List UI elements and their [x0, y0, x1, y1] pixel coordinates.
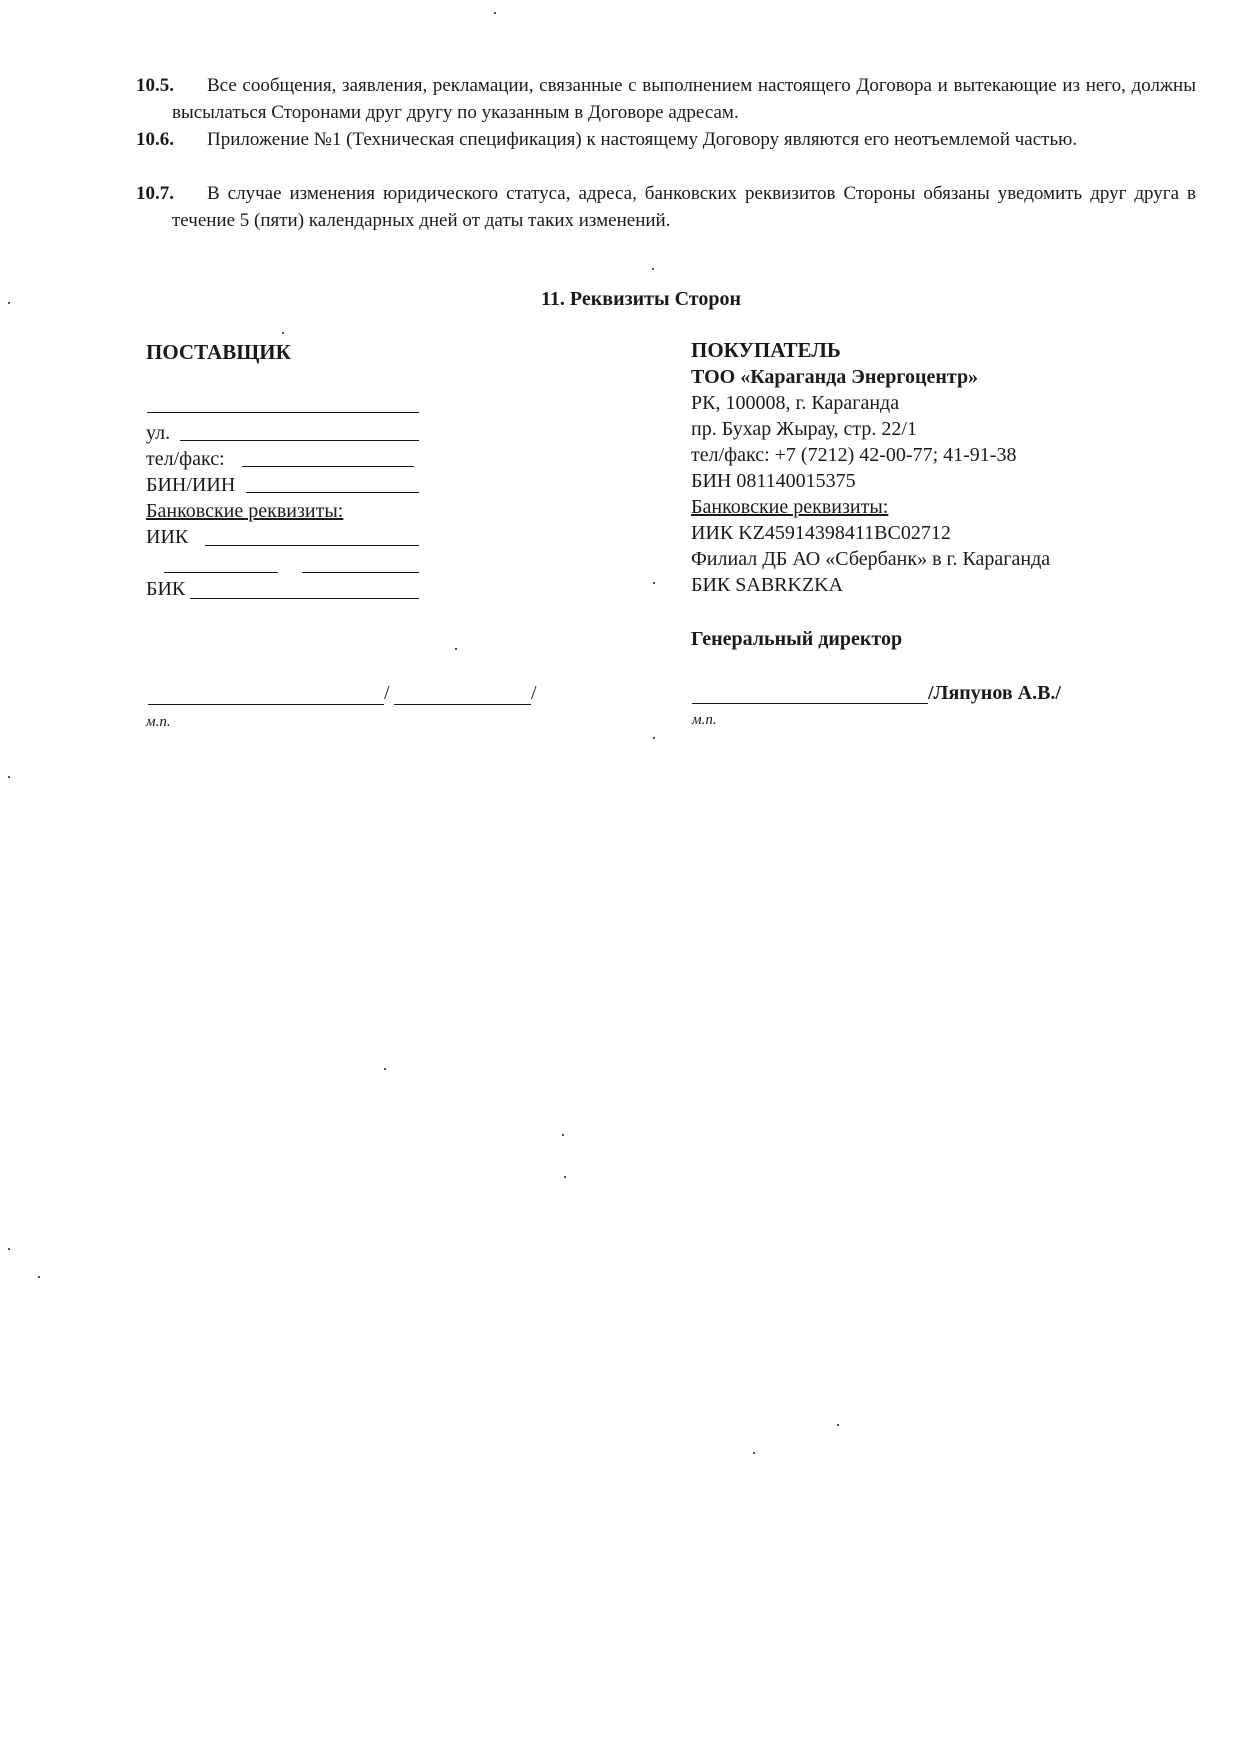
supplier-iik-label: ИИК: [146, 526, 189, 548]
clause-10-7: [136, 180, 1196, 234]
supplier-stamp-mark: м.п.: [146, 714, 171, 730]
clause-number: 10.5.: [136, 75, 174, 96]
buyer-heading: ПОКУПАТЕЛЬ: [691, 338, 841, 362]
buyer-company: ТОО «Караганда Энергоцентр»: [691, 366, 979, 388]
supplier-extra-line-2: [302, 572, 419, 573]
supplier-heading: ПОСТАВЩИК: [146, 340, 291, 364]
clause-number: 10.7.: [136, 183, 174, 204]
scan-speck: [455, 648, 457, 650]
signature-separator: /: [531, 682, 537, 704]
scan-speck: [384, 1068, 386, 1070]
buyer-phone: тел/факс: +7 (7212) 42-00-77; 41-91-38: [691, 444, 1017, 466]
buyer-position: Генеральный директор: [691, 628, 903, 650]
supplier-phone-label: тел/факс:: [146, 448, 225, 470]
supplier-iik-line: [205, 545, 419, 546]
buyer-address-line-2: пр. Бухар Жырау, стр. 22/1: [691, 418, 917, 440]
supplier-name-signature-line: [394, 704, 531, 705]
supplier-street-label: ул.: [146, 422, 171, 444]
section-title: 11. Реквизиты Сторон: [541, 288, 741, 310]
supplier-bin-label: БИН/ИИН: [146, 474, 236, 496]
clause-text: В случае изменения юридического статуса, адреса, банковских реквизитов Стороны обязаны уведомить друг друга в течение 5 (пяти) календарных дней от даты таких изменений.: [172, 183, 1196, 231]
scan-speck: [282, 332, 284, 334]
scan-speck: [564, 1176, 566, 1178]
supplier-bin-line: [246, 492, 419, 493]
buyer-signatory: /Ляпунов А.В./: [928, 682, 1061, 704]
supplier-extra-line-1: [164, 572, 278, 573]
buyer-address-line-1: РК, 100008, г. Караганда: [691, 392, 900, 414]
supplier-name-line: [147, 412, 419, 413]
supplier-bik-label: БИК: [146, 578, 186, 600]
buyer-iik: ИИК KZ45914398411BC02712: [691, 522, 951, 544]
scan-speck: [8, 302, 10, 304]
scan-speck: [753, 1452, 755, 1454]
scan-speck: [8, 776, 10, 778]
supplier-bik-line: [190, 598, 419, 599]
scan-speck: [494, 12, 496, 14]
buyer-bank-label: Банковские реквизиты:: [691, 496, 889, 518]
clause-text: Все сообщения, заявления, рекламации, связанные с выполнением настоящего Договора и вытекающие из него, должны высылаться Сторонами друг другу по указанным в Договоре адресам.: [172, 75, 1196, 123]
buyer-stamp-mark: м.п.: [692, 712, 717, 728]
scan-speck: [8, 1248, 10, 1250]
supplier-street-line: [180, 440, 419, 441]
supplier-bank-label: Банковские реквизиты:: [146, 500, 344, 522]
scan-speck: [652, 268, 654, 270]
supplier-signature-line: [148, 704, 384, 705]
buyer-bik: БИК SABRKZKA: [691, 574, 844, 596]
clause-10-6: [136, 126, 1196, 153]
buyer-signature-line: [692, 703, 928, 704]
scan-speck: [653, 582, 655, 584]
clause-number: 10.6.: [136, 129, 174, 150]
buyer-bin: БИН 081140015375: [691, 470, 856, 492]
signature-separator: /: [384, 682, 390, 704]
clause-10-5: [136, 72, 1196, 126]
scan-speck: [562, 1134, 564, 1136]
supplier-phone-line: [242, 466, 414, 467]
clause-text: Приложение №1 (Техническая спецификация) к настоящему Договору являются его неотъемлемой частью.: [207, 129, 1078, 150]
scan-speck: [38, 1276, 40, 1278]
scan-speck: [837, 1424, 839, 1426]
buyer-bank-name: Филиал ДБ АО «Сбербанк» в г. Караганда: [691, 548, 1051, 570]
scan-speck: [653, 737, 655, 739]
